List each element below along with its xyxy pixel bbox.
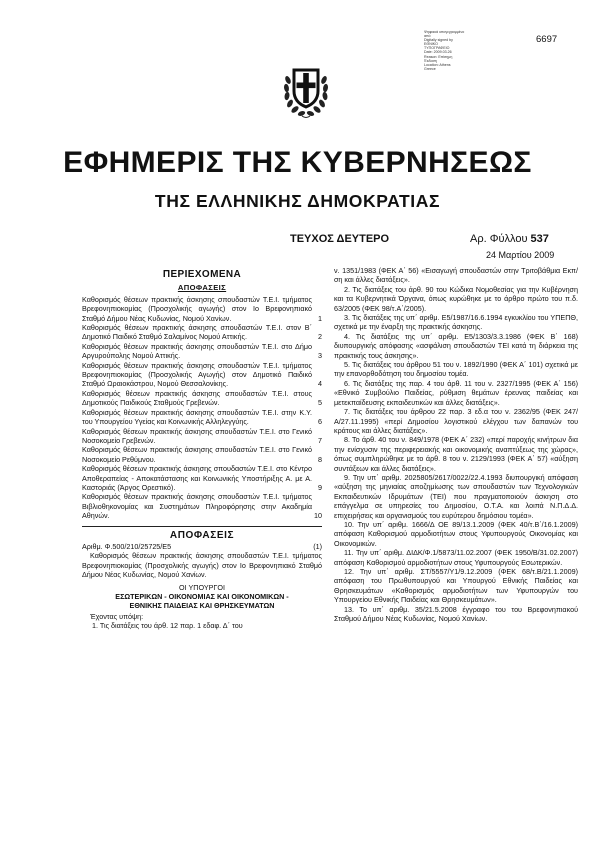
paragraph: 3. Τις διατάξεις της υπ΄ αριθμ. Ε5/1987/16.6.1994 εγκυκλίου του ΥΠΕΠΘ, σχετικά με την έναρξη της πρακτικής άσκησης. [334, 313, 578, 332]
gazette-subtitle: ΤΗΣ ΕΛΛΗΝΙΚΗΣ ΔΗΜΟΚΡΑΤΙΑΣ [154, 191, 441, 211]
signature-line: ΕΘΝΙΚΟ [424, 42, 438, 47]
toc-entry-text: Καθορισμός θέσεων πρακτικής άσκησης σπουδαστών Τ.Ε.Ι. τμήματος Βρεφονηπιοκομίας (Προσχολικής Αγωγής) στον Δημοτικό Παιδικό Σταθμό Ωραιοκάστρου, Νομού Θεσσαλονίκης. [82, 360, 312, 389]
toc-entry-page: 5 [318, 398, 322, 408]
left-column [82, 266, 322, 631]
decision-number-line [82, 542, 322, 551]
toc-entry-text: Καθορισμός θέσεων πρακτικής άσκησης σπουδαστών Τ.Ε.Ι. στο Γενικό Νοσοκομείο Γρεβενών. [82, 426, 312, 445]
signature-line: Έκδοση [424, 58, 437, 63]
signature-line: ΤΥΠΟΓΡΑΦΕΙΟ [424, 46, 450, 51]
signature-line: Location: Athens [424, 62, 451, 67]
signature-line: Reason: Επίσημη [424, 54, 453, 59]
signature-line: Ψηφιακά υπογεγραμμένο [424, 30, 465, 34]
toc-entry[interactable] [82, 427, 322, 446]
toc-entry-text: Καθορισμός θέσεων πρακτικής άσκησης σπουδαστών Τ.Ε.Ι. στον Β΄ Δημοτικό Παιδικό Σταθμό Σαλαμίνος Νομού Αττικής. [82, 323, 312, 342]
issue-date: 24 Μαρτίου 2009 [486, 250, 555, 260]
paragraph: 1. Τις διατάξεις του άρθ. 12 παρ. 1 εδαφ. Δ΄ του [92, 621, 243, 631]
toc-entry[interactable] [82, 361, 322, 389]
contents-title: ΠΕΡΙΕΧΟΜΕΝΑ [162, 269, 242, 280]
signature-line: Greece [424, 66, 436, 71]
decision-marker: (1) [313, 541, 322, 551]
ministers-heading [82, 583, 322, 611]
toc-entry-text: Καθορισμός θέσεων πρακτικής άσκησης σπουδαστών Τ.Ε.Ι. στην Κ.Υ. του Υπουργείου Υγείας και Κοινωνικής Αλληλεγγύης. [82, 407, 312, 427]
toc-entry-text: Καθορισμός θέσεων πρακτικής άσκησης σπουδαστών Τ.Ε.Ι. τμήματος Βρεφονηπιοκομίας (Προσχολικής αγωγής) στον Ιο Βρεφονηπιακό Σταθμό Δήμου Νέας Κυδωνίας, Νομού Χανίων. [82, 294, 312, 323]
paragraph: 2. Τις διατάξεις του άρθ. 90 του Κώδικα Νομοθεσίας για την Κυβέρνηση και τα Κυβερνητικά Όργανα, όπως κυρώθηκε με το άρθρο πρώτο του π.δ. 63/2005 (ΦΕΚ 98/τ.Α΄/2005). [334, 284, 578, 313]
toc-entry-page: 2 [318, 332, 322, 342]
digital-signature [424, 30, 484, 71]
paragraph: 10. Την υπ΄ αριθμ. 1666/Δ ΟΕ 89/13.1.2009 (ΦΕΚ 40/τ.Β΄/16.1.2009) απόφαση Καθορισμού αρμοδιοτήτων στους Υφυπουργούς Οικονομίας και Οικονομικών. [334, 519, 578, 548]
toc-entry-page: 1 [318, 313, 322, 323]
decisions-title: ΑΠΟΦΑΣΕΙΣ [169, 529, 235, 541]
contents-section-title: ΑΠΟΦΑΣΕΙΣ [177, 283, 227, 293]
signature-line: Date: 2009.03.26 [424, 50, 452, 55]
right-column [334, 266, 578, 623]
paragraph: 9. Την υπ΄ αριθμ. 2025805/2617/0022/22.4.1993 διυπουργική απόφαση «αύξηση της μηνιαίας αποζημίωσης των σπουδαστών των Τεχνολογικών Εκπαιδευτικών Ιδρυμάτων (ΤΕΙ) που πραγματοποιούν άσκηση στο επάγγελμα σε υπηρεσίες του Δημοσίου, Ο.Τ.Α. και λοιπά Ν.Π.Δ.Δ. επιχειρήσεις και οργανισμούς του ευρύτερου δημόσιου τομέα». [334, 472, 578, 520]
paragraph: 6. Τις διατάξεις της παρ. 4 του άρθ. 11 του ν. 2327/1995 (ΦΕΚ Α΄ 156) «Εθνικό Συμβούλιο Παιδείας, ρύθμιση θεμάτων έρευνας παιδείας και μετεκπαίδευσης εκπαιδευτικών και άλλες διατάξεις». [334, 378, 578, 407]
ministers-line: ΟΙ ΥΠΟΥΡΓΟΙ [179, 582, 225, 592]
greek-coat-of-arms-icon [282, 58, 330, 120]
toc-entry[interactable] [82, 464, 322, 492]
sheet-label: Αρ. Φύλλου [470, 233, 528, 245]
sheet-number-line [470, 233, 549, 245]
ministers-line: ΕΣΩΤΕΡΙΚΩΝ - ΟΙΚΟΝΟΜΙΑΣ ΚΑΙ ΟΙΚΟΝΟΜΙΚΩΝ - [115, 592, 289, 601]
paragraph: 12. Την υπ΄ αριθμ. ΣΤ/5557/Υ1/9.12.2009 (ΦΕΚ 68/τ.Β/21.1.2009) απόφαση του Πρωθυπουργού και Υπουργού Εθνικής Παιδείας και Θρησκευμάτων «Καθορισμός αρμοδιοτήτων των Υφυπουργών του Υπουργείου Εθνικής Παιδείας και Θρησκευμάτων». [334, 567, 578, 605]
paragraph: ν. 1351/1983 (ΦΕΚ Α΄ 56) «Εισαγωγή σπουδαστών στην Τριτοβάθμια Εκπ/ση και άλλες διατάξεις». [334, 266, 578, 285]
signature-line: από [424, 34, 431, 39]
page-number: 6697 [536, 34, 558, 45]
paragraph: 7. Τις διατάξεις του άρθρου 22 παρ. 3 εδ.α του ν. 2362/95 (ΦΕΚ 247/Α/27.11.1995) «περί Δημοσίου λογιστικού ελέγχου των δαπανών του κράτους και άλλες διατάξεις». [334, 407, 578, 435]
signature-line: Digitally signed by [424, 38, 453, 43]
toc-entry[interactable] [82, 389, 322, 408]
toc-entry[interactable] [82, 295, 322, 323]
sheet-number: 537 [530, 233, 549, 245]
toc-entry-page: 3 [318, 351, 322, 361]
toc-entry-page: 10 [314, 511, 322, 521]
paragraph: 5. Τις διατάξεις του άρθρου 51 του ν. 1892/1990 (ΦΕΚ Α΄ 101) σχετικά με την επανορθοδότηση του δημοσίου τομέα. [334, 360, 578, 379]
paragraph: 8. Το άρθ. 40 του ν. 849/1978 (ΦΕΚ Α΄ 232) «περί παροχής κινήτρων δια την ενίσχυσιν της περιφερειακής και οικονομικής αναπτύξεως της χώρας», όπως συμπληρώθηκε με το άρθ. 8 του ν. 2129/1993 (ΦΕΚ Α΄ 57) «αύξηση συντάξεων και άλλες διατάξεις». [334, 435, 578, 473]
toc-entry-text: Καθορισμός θέσεων πρακτικής άσκησης σπουδαστών Τ.Ε.Ι. στο Γενικό Νοσοκομείο Ρεθύμνου. [82, 445, 312, 464]
toc-entry-text: Καθορισμός θέσεων πρακτικής άσκησης σπουδαστών Τ.Ε.Ι. στο Δήμο Αργυρούπολης Νομού Αττικής. [82, 341, 312, 361]
gazette-title: ΕΦΗΜΕΡΙΣ ΤΗΣ ΚΥΒΕΡΝΗΣΕΩΣ [63, 146, 532, 179]
toc-entry-text: Καθορισμός θέσεων πρακτικής άσκησης σπουδαστών Τ.Ε.Ι. στο Κέντρο Αποθεραπείας - Αποκατάστασης και Κοινωνικής Υποστήριξης Α. με Α. Καστοριάς (Άργος Ορεστικό). [82, 464, 312, 492]
decision-number: Αριθμ. Φ.500/210/25725/Ε5 [82, 541, 172, 551]
table-of-contents [82, 295, 322, 521]
toc-entry[interactable] [82, 323, 322, 342]
considering-label: Έχοντας υπόψη: [90, 611, 144, 621]
toc-entry-page: 4 [318, 379, 322, 389]
issue-label: ΤΕΥΧΟΣ ΔΕΥΤΕΡΟ [290, 233, 390, 245]
toc-entry[interactable] [82, 408, 322, 427]
toc-entry-page: 8 [318, 454, 322, 464]
toc-entry-page: 9 [318, 482, 322, 492]
toc-entry-page: 6 [318, 417, 322, 427]
paragraph: 11. Την υπ΄ αριθμ. ΔΙΔΚ/Φ.1/5873/11.02.2007 (ΦΕΚ 1950/Β/31.02.2007) απόφαση Καθορισμού αρμοδιοτήτων στους Υφυπουργούς Εσωτερικών. [334, 548, 578, 567]
toc-entry[interactable] [82, 492, 322, 520]
toc-entry[interactable] [82, 445, 322, 464]
toc-entry-page: 7 [318, 435, 322, 445]
decision-subject: Καθορισμός θέσεων πρακτικής άσκησης σπουδαστών Τ.Ε.Ι. τμήματος Βρεφονηπιοκομίας (Προσχολικής αγωγής) στον Ιο Βρεφονηπιακό Σταθμό Δήμου Νέας Κυδωνίας, Νομού Χανίων. [82, 551, 322, 580]
toc-entry-text: Καθορισμός θέσεων πρακτικής άσκησης σπουδαστών Τ.Ε.Ι. στους Δημοτικούς Παιδικούς Σταθμούς Γρεβενών. [82, 388, 312, 408]
divider [82, 526, 322, 527]
paragraph: 13. Το υπ΄ αριθμ. 35/21.5.2008 έγγραφο του του Βρεφονηπιακού Σταθμού Δήμου Νέας Κυδωνίας, Νομού Χανίων. [334, 604, 578, 624]
paragraph: 4. Τις διατάξεις της υπ΄ αριθμ. Ε5/1303/3.3.1986 (ΦΕΚ Β΄ 168) διυπουργικής απόφασης «ασφάλιση σπουδαστών ΤΕΙ κατά τη διάρκεια της πρακτικής τους άσκησης». [334, 331, 578, 360]
ministers-line: ΕΘΝΙΚΗΣ ΠΑΙΔΕΙΑΣ ΚΑΙ ΘΡΗΣΚΕΥΜΑΤΩΝ [129, 601, 275, 611]
toc-entry[interactable] [82, 342, 322, 361]
toc-entry-text: Καθορισμός θέσεων πρακτικής άσκησης σπουδαστών Τ.Ε.Ι. τμήματος Βιβλιοθηκονομίας και Συστημάτων Πληροφόρησης στην Ακαδημία Αθηνών. [82, 492, 312, 521]
